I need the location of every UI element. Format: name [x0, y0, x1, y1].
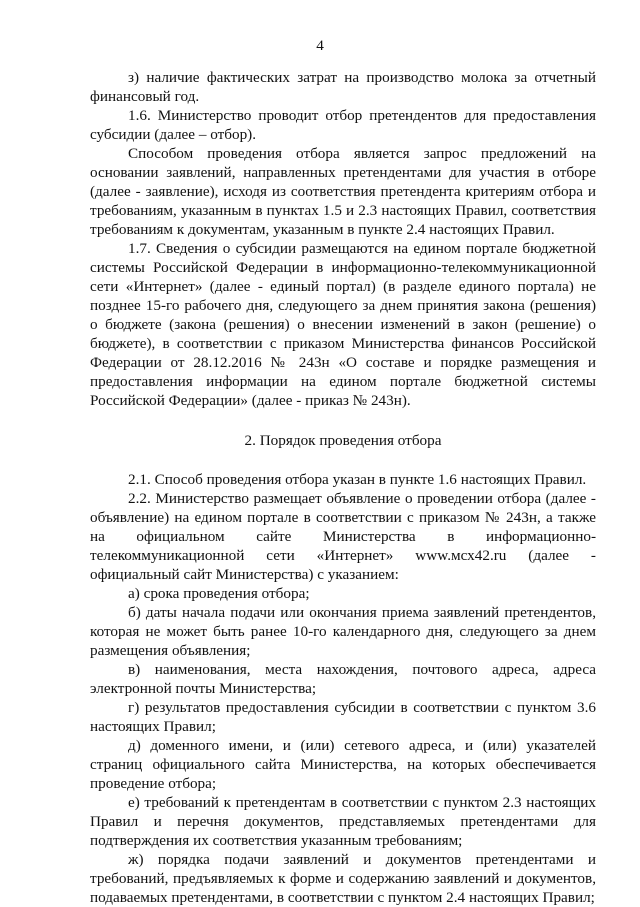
paragraph-2-2: 2.2. Министерство размещает объявление о проведении отбора (далее - объявление) на едином портале в соответствии с приказом № 243н, а также на официальном сайте Министерства в информационно-телекоммуникационной сети «Интернет» www.мсх42.ru (далее - официальный сайт Министерства) с указанием: [90, 490, 596, 583]
page-number: 4 [316, 37, 324, 54]
paragraph-1-7: 1.7. Сведения о субсидии размещаются на едином портале бюджетной системы Российской Федерации в информационно-телекоммуникационной сети «Интернет» (далее - единый портал) (в разделе единого портала) не позднее 15-го рабочего дня, следующего за днем принятия закона (решения) о бюджете (закона (решения) о внесении изменений в закон (решение) о бюджете), в соответствии с приказом Министерства финансов Российской Федерации от 28.12.2016 № 243н «О составе и порядке размещения и предоставления информации на едином портале бюджетной системы Российской Федерации» (далее - приказ № 243н). [90, 240, 596, 409]
document-body [90, 68, 596, 907]
list-item-v: в) наименования, места нахождения, почтового адреса, адреса электронной почты Министерства; [90, 661, 596, 697]
list-item-g: г) результатов предоставления субсидии в соответствии с пунктом 3.6 настоящих Правил; [90, 699, 596, 735]
list-item-e: е) требований к претендентам в соответствии с пунктом 2.3 настоящих Правил и перечня документов, представляемых претендентами для подтверждения их соответствия указанным требованиям; [90, 794, 596, 849]
paragraph-1-6: 1.6. Министерство проводит отбор претендентов для предоставления субсидии (далее – отбор). [90, 107, 596, 143]
list-item-b: б) даты начала подачи или окончания приема заявлений претендентов, которая не может быть ранее 10-го календарного дня, следующего за днем размещения объявления; [90, 604, 596, 659]
paragraph-selection-method: Способом проведения отбора является запрос предложений на основании заявлений, направленных претендентами для участия в отборе (далее - заявление), исходя из соответствия претендента критериям отбора и требованиям, указанным в пунктах 1.5 и 2.3 настоящих Правил, соответствия требованиям к документам, указанным в пункте 2.4 настоящих Правил. [90, 145, 596, 238]
list-item-a: а) срока проведения отбора; [128, 585, 310, 602]
paragraph-2-1: 2.1. Способ проведения отбора указан в пункте 1.6 настоящих Правил. [128, 471, 587, 488]
list-item-d: д) доменного имени, и (или) сетевого адреса, и (или) указателей страниц официального сайта Министерства, на которых обеспечивается проведение отбора; [90, 737, 596, 792]
paragraph-1-5-z: з) наличие фактических затрат на производство молока за отчетный финансовый год. [90, 69, 596, 105]
section-heading: 2. Порядок проведения отбора [244, 432, 442, 449]
list-item-zh: ж) порядка подачи заявлений и документов претендентами и требований, предъявляемых к форме и содержанию заявлений и документов, подаваемых претендентами, в соответствии с пунктом 2.4 настоящих Правил; [90, 851, 596, 906]
